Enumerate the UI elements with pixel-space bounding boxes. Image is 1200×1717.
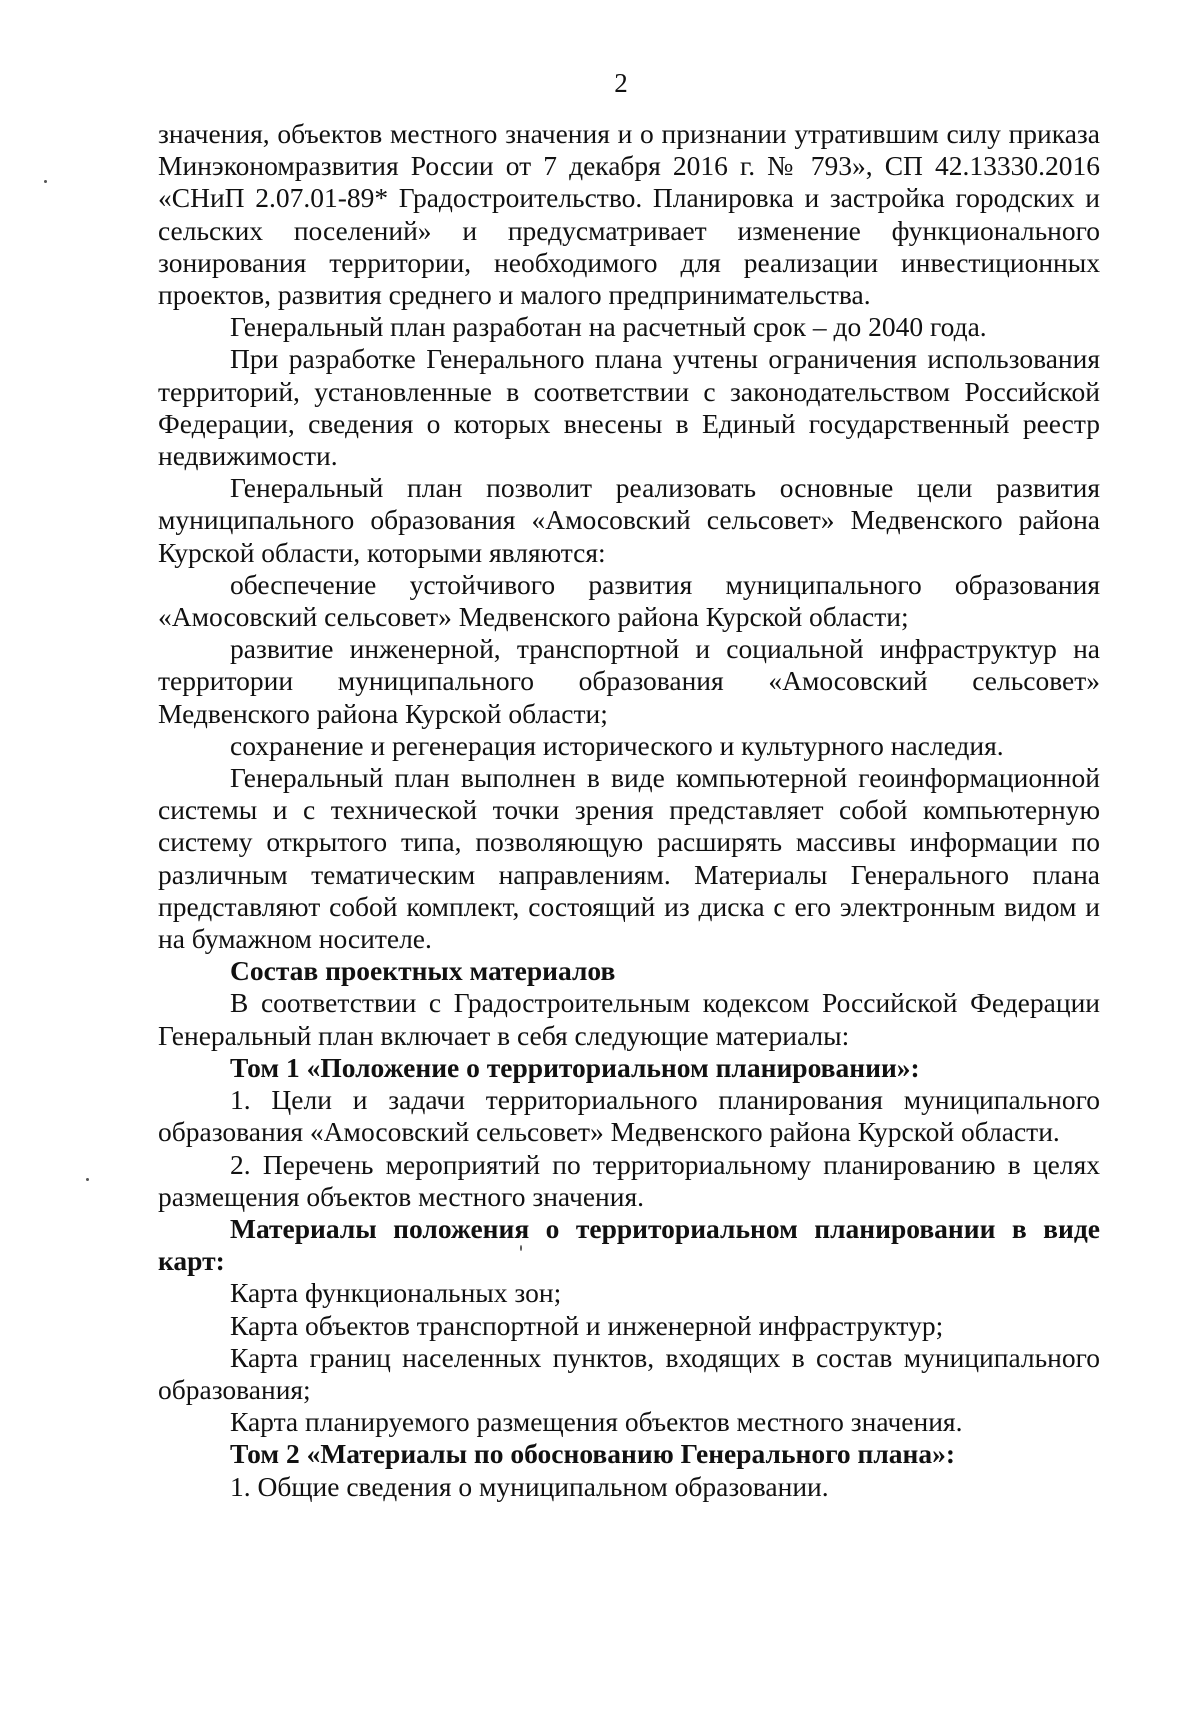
paragraph-goals-intro: Генеральный план позволит реализовать основные цели развития муниципального образования «Амосовский сельсовет» Медвенского района Курской области, которыми являются: — [158, 472, 1100, 568]
heading-map-materials: Материалы положения о территориальном планировании в виде карт: — [158, 1212, 1100, 1277]
section-heading-project-materials: Состав проектных материалов — [230, 955, 616, 987]
scan-speck — [86, 1178, 89, 1181]
paragraph-restrictions: При разработке Генерального плана учтены ограничения использования территорий, установленные в соответствии с законодательством Российской Федерации, сведения о которых внесены в Единый государственный реестр недвижимости. — [158, 343, 1100, 472]
paragraph-goal-heritage: сохранение и регенерация исторического и культурного наследия. — [230, 729, 1004, 761]
paragraph-goal-infrastructure: развитие инженерной, транспортной и социальной инфраструктур на территории муниципального образования «Амосовский сельсовет» Медвенского района Курской области; — [158, 633, 1100, 729]
list-item-map-local-objects: Карта планируемого размещения объектов местного значения. — [230, 1406, 963, 1438]
paragraph-goal-sustainable-development: обеспечение устойчивого развития муниципального образования «Амосовский сельсовет» Медвенского района Курской области; — [158, 568, 1100, 633]
heading-volume-1: Том 1 «Положение о территориальном планировании»: — [230, 1051, 920, 1083]
scan-speck — [44, 180, 47, 183]
list-item-volume-1-measures: 2. Перечень мероприятий по территориальному планированию в целях размещения объектов местного значения. — [158, 1148, 1100, 1212]
scan-speck — [520, 1245, 522, 1251]
list-item-volume-1-goals: 1. Цели и задачи территориального планирования муниципального образования «Амосовский сельсовет» Медвенского района Курской области. — [158, 1084, 1100, 1148]
list-item-volume-2-general-info: 1. Общие сведения о муниципальном образовании. — [230, 1470, 829, 1502]
list-item-map-settlement-borders: Карта границ населенных пунктов, входящих в состав муниципального образования; — [158, 1341, 1100, 1405]
paragraph-gis-description: Генеральный план выполнен в виде компьютерной геоинформационной системы и с технической точки зрения представляет собой компьютерную систему открытого типа, позволяющую расширять массивы информации по различным тематическим направлениям. Материалы Генерального плана представляют собой комплект, состоящий из диска с его электронным видом и на бумажном носителе. — [158, 762, 1100, 955]
paragraph-settlement-period: Генеральный план разработан на расчетный срок – до 2040 года. — [230, 311, 987, 343]
paragraph-regulatory-basis: значения, объектов местного значения и о признании утратившим силу приказа Минэкономразвития России от 7 декабря 2016 г. № 793», СП 42.13330.2016 «СНиП 2.07.01-89* Градостроительство. Планировка и застройка городских и сельских поселений» и предусматривает изменение функционального зонирования территории, необходимого для реализации инвестиционных проектов, развития среднего и малого предпринимательства. — [158, 118, 1100, 311]
page-number: 2 — [614, 68, 628, 98]
document-body — [158, 118, 1100, 1503]
paragraph-materials-intro: В соответствии с Градостроительным кодексом Российской Федерации Генеральный план включает в себя следующие материалы: — [158, 987, 1100, 1051]
list-item-map-infrastructure: Карта объектов транспортной и инженерной инфраструктур; — [230, 1309, 944, 1341]
list-item-map-functional-zones: Карта функциональных зон; — [230, 1277, 562, 1309]
heading-volume-2: Том 2 «Материалы по обоснованию Генерального плана»: — [230, 1438, 956, 1470]
